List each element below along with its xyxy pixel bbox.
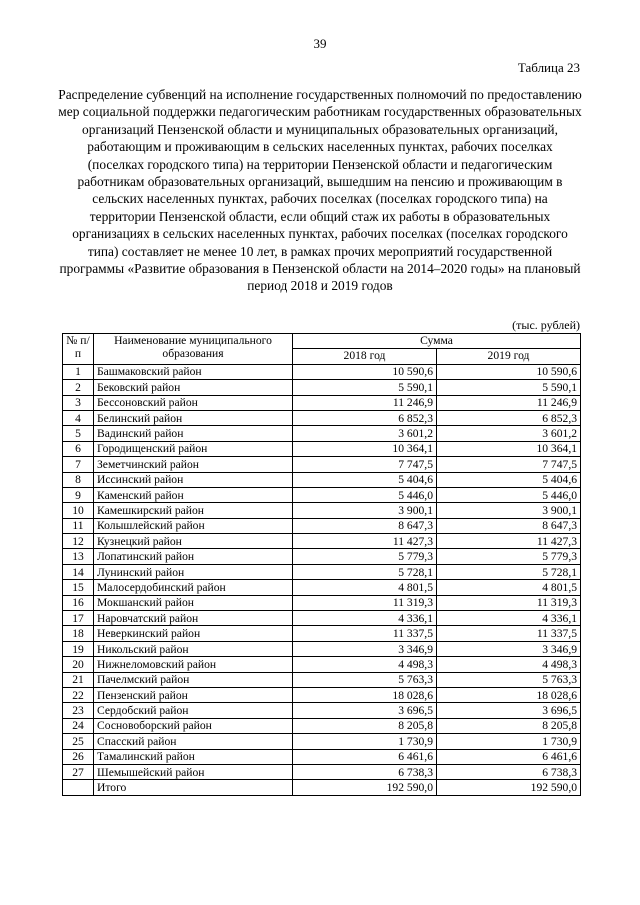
row-value-2018: 5 728,1 [293, 564, 437, 579]
row-value-2018: 7 747,5 [293, 457, 437, 472]
table-row [63, 380, 581, 395]
row-number: 25 [63, 734, 94, 749]
row-value-2019: 5 446,0 [437, 487, 581, 502]
table-row [63, 687, 581, 702]
row-value-2019: 1 730,9 [437, 734, 581, 749]
row-number: 12 [63, 534, 94, 549]
row-name: Тамалинский район [94, 749, 293, 764]
row-value-2019: 3 346,9 [437, 641, 581, 656]
row-value-2018: 6 461,6 [293, 749, 437, 764]
table-row [63, 626, 581, 641]
row-value-2018: 1 730,9 [293, 734, 437, 749]
row-number: 26 [63, 749, 94, 764]
total-row [63, 780, 581, 795]
row-name: Наровчатский район [94, 611, 293, 626]
table-label: Таблица 23 [517, 60, 580, 75]
total-value-2018: 192 590,0 [293, 780, 437, 795]
row-name: Камешкирский район [94, 503, 293, 518]
row-number: 19 [63, 641, 94, 656]
table-row [63, 672, 581, 687]
unit-label: (тыс. рублей) [512, 318, 580, 332]
row-value-2018: 6 852,3 [293, 410, 437, 425]
row-number: 15 [63, 580, 94, 595]
row-name: Вадинский район [94, 426, 293, 441]
row-number: 10 [63, 503, 94, 518]
table-row [63, 718, 581, 733]
row-value-2018: 11 319,3 [293, 595, 437, 610]
row-number: 21 [63, 672, 94, 687]
row-number: 14 [63, 564, 94, 579]
row-number: 20 [63, 657, 94, 672]
row-value-2019: 6 461,6 [437, 749, 581, 764]
row-value-2019: 6 738,3 [437, 764, 581, 779]
row-name: Лопатинский район [94, 549, 293, 564]
row-name: Белинский район [94, 410, 293, 425]
table-row [63, 703, 581, 718]
row-value-2019: 11 246,9 [437, 395, 581, 410]
row-name: Бековский район [94, 380, 293, 395]
row-value-2019: 3 696,5 [437, 703, 581, 718]
table-row [63, 595, 581, 610]
row-value-2018: 11 427,3 [293, 534, 437, 549]
table-row [63, 364, 581, 379]
page-number: 39 [313, 36, 327, 51]
table-row [63, 487, 581, 502]
header-sum: Сумма [293, 334, 581, 349]
row-value-2019: 10 590,6 [437, 364, 581, 379]
row-value-2018: 4 498,3 [293, 657, 437, 672]
row-value-2019: 3 900,1 [437, 503, 581, 518]
row-name: Бессоновский район [94, 395, 293, 410]
row-value-2019: 8 205,8 [437, 718, 581, 733]
row-value-2018: 5 404,6 [293, 472, 437, 487]
table-row [63, 472, 581, 487]
row-name: Земетчинский район [94, 457, 293, 472]
row-value-2018: 10 364,1 [293, 441, 437, 456]
row-value-2018: 5 763,3 [293, 672, 437, 687]
row-name: Малосердобинский район [94, 580, 293, 595]
table-row [63, 764, 581, 779]
table-row [63, 749, 581, 764]
row-value-2018: 3 696,5 [293, 703, 437, 718]
header-2018: 2018 год [293, 349, 437, 364]
row-value-2019: 4 336,1 [437, 611, 581, 626]
row-value-2019: 5 763,3 [437, 672, 581, 687]
row-name: Колышлейский район [94, 518, 293, 533]
row-value-2019: 11 427,3 [437, 534, 581, 549]
table-body [63, 364, 581, 795]
table-row [63, 734, 581, 749]
row-value-2019: 5 779,3 [437, 549, 581, 564]
row-number: 16 [63, 595, 94, 610]
table-row [63, 441, 581, 456]
row-name: Башмаковский район [94, 364, 293, 379]
row-number: 6 [63, 441, 94, 456]
row-name: Сосновоборский район [94, 718, 293, 733]
row-number: 9 [63, 487, 94, 502]
row-name: Сердобский район [94, 703, 293, 718]
row-number: 7 [63, 457, 94, 472]
row-value-2018: 8 205,8 [293, 718, 437, 733]
table-row [63, 395, 581, 410]
table-row [63, 457, 581, 472]
row-value-2018: 3 900,1 [293, 503, 437, 518]
header-name: Наименование муниципального образования [94, 334, 293, 365]
table-row [63, 641, 581, 656]
row-number: 4 [63, 410, 94, 425]
row-name: Кузнецкий район [94, 534, 293, 549]
row-value-2018: 11 246,9 [293, 395, 437, 410]
row-number: 5 [63, 426, 94, 441]
row-value-2019: 7 747,5 [437, 457, 581, 472]
row-value-2019: 11 319,3 [437, 595, 581, 610]
document-title: Распределение субвенций на исполнение государственных полномочий по предоставлению мер социальной поддержки педагогическим работникам государственных образовательных организаций Пензенской области и муниципальных образовательных организаций, работающим и проживающим в сельских населенных пунктах, рабочих поселках (поселках городского типа) на территории Пензенской области и педагогическим работникам образовательных организаций, вышедшим на пенсию и проживающим в сельских населенных пунктах, рабочих поселках (поселках городского типа) на территории Пензенской области, если общий стаж их работы в образовательных организациях в сельских населенных пунктах, рабочих поселках (поселках городского типа) составляет не менее 10 лет, в рамках прочих мероприятий государственной программы «Развитие образования в Пензенской области на 2014–2020 годы» на плановый период 2018 и 2019 годов [58, 87, 582, 294]
row-name: Городищенский район [94, 441, 293, 456]
row-number: 11 [63, 518, 94, 533]
row-number: 2 [63, 380, 94, 395]
row-name: Пензенский район [94, 687, 293, 702]
table-row [63, 549, 581, 564]
row-value-2019: 4 801,5 [437, 580, 581, 595]
row-number: 8 [63, 472, 94, 487]
table-row [63, 534, 581, 549]
total-label: Итого [94, 780, 293, 795]
row-value-2019: 3 601,2 [437, 426, 581, 441]
row-value-2018: 5 446,0 [293, 487, 437, 502]
row-value-2018: 18 028,6 [293, 687, 437, 702]
row-value-2018: 11 337,5 [293, 626, 437, 641]
row-name: Никольский район [94, 641, 293, 656]
row-name: Неверкинский район [94, 626, 293, 641]
table-row [63, 611, 581, 626]
row-number: 3 [63, 395, 94, 410]
row-number: 24 [63, 718, 94, 733]
row-name: Шемышейский район [94, 764, 293, 779]
row-value-2019: 6 852,3 [437, 410, 581, 425]
row-value-2019: 11 337,5 [437, 626, 581, 641]
row-name: Пачелмский район [94, 672, 293, 687]
total-value-2019: 192 590,0 [437, 780, 581, 795]
table-row [63, 410, 581, 425]
row-number: 1 [63, 364, 94, 379]
table-row [63, 518, 581, 533]
row-value-2019: 5 404,6 [437, 472, 581, 487]
row-name: Спасский район [94, 734, 293, 749]
row-number: 17 [63, 611, 94, 626]
header-2019: 2019 год [437, 349, 581, 364]
row-value-2019: 4 498,3 [437, 657, 581, 672]
table-row [63, 580, 581, 595]
row-value-2018: 4 801,5 [293, 580, 437, 595]
row-number: 22 [63, 687, 94, 702]
row-name: Иссинский район [94, 472, 293, 487]
row-value-2018: 10 590,6 [293, 364, 437, 379]
row-name: Нижнеломовский район [94, 657, 293, 672]
table-row [63, 564, 581, 579]
row-number: 13 [63, 549, 94, 564]
table-row [63, 657, 581, 672]
row-value-2018: 5 779,3 [293, 549, 437, 564]
row-value-2019: 5 590,1 [437, 380, 581, 395]
row-name: Лунинский район [94, 564, 293, 579]
row-value-2018: 6 738,3 [293, 764, 437, 779]
header-num: № п/п [63, 334, 94, 365]
row-value-2018: 4 336,1 [293, 611, 437, 626]
row-value-2019: 8 647,3 [437, 518, 581, 533]
row-value-2019: 18 028,6 [437, 687, 581, 702]
row-value-2019: 10 364,1 [437, 441, 581, 456]
row-number: 23 [63, 703, 94, 718]
row-name: Мокшанский район [94, 595, 293, 610]
row-value-2019: 5 728,1 [437, 564, 581, 579]
table-row [63, 426, 581, 441]
row-number: 27 [63, 764, 94, 779]
row-number: 18 [63, 626, 94, 641]
table-row [63, 503, 581, 518]
subvention-table [62, 333, 581, 796]
row-value-2018: 5 590,1 [293, 380, 437, 395]
total-number [63, 780, 94, 795]
row-value-2018: 8 647,3 [293, 518, 437, 533]
row-value-2018: 3 346,9 [293, 641, 437, 656]
row-name: Каменский район [94, 487, 293, 502]
row-value-2018: 3 601,2 [293, 426, 437, 441]
